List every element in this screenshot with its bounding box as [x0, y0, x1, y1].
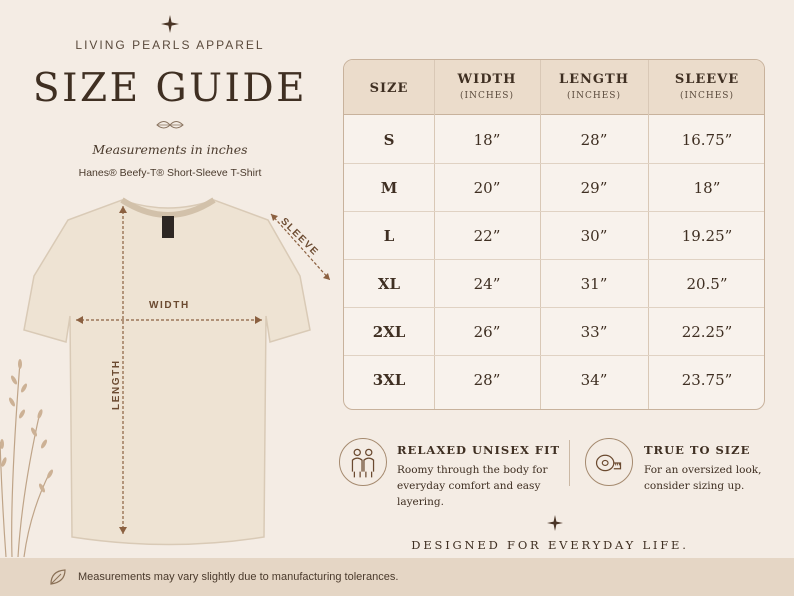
leaf-divider-icon [155, 118, 185, 132]
size-chart-table [343, 59, 765, 410]
length-cell: 31” [580, 275, 608, 293]
length-cell: 33” [580, 323, 608, 341]
footer-note: Measurements may vary slightly due to manufacturing tolerances. [78, 571, 399, 583]
true-to-size-line: For an oversized look, [644, 464, 762, 476]
header-sleeve [648, 60, 765, 115]
length-cell: 34” [580, 371, 608, 389]
length-cell: 28” [580, 131, 608, 149]
width-cell: 18” [473, 131, 501, 149]
length-cell: 30” [580, 227, 608, 245]
brand-name: LIVING PEARLS APPAREL [75, 38, 265, 52]
size-cell: L [383, 227, 395, 245]
header-width-unit: (INCHES) [460, 91, 514, 101]
header-width [434, 60, 540, 115]
table-row [344, 164, 764, 212]
fit-feature-title: RELAXED UNISEX FIT [397, 443, 561, 457]
size-cell: S [383, 131, 395, 149]
two-people-icon [339, 438, 387, 486]
sleeve-cell: 23.75” [681, 371, 733, 389]
sleeve-cell: 18” [693, 179, 721, 197]
measuring-tape-icon [585, 438, 633, 486]
table-header-row [344, 60, 764, 115]
page-title: SIZE GUIDE [32, 66, 308, 111]
size-cell: 2XL [372, 323, 406, 341]
size-cell: M [380, 179, 398, 197]
width-cell: 22” [473, 227, 501, 245]
sparkle-icon [160, 14, 180, 34]
width-cell: 26” [473, 323, 501, 341]
dried-grass-decoration [0, 362, 50, 557]
feature-divider [569, 440, 570, 486]
table-row [344, 260, 764, 308]
length-dimension-label: LENGTH [111, 359, 122, 410]
fit-feature-line: Roomy through the body for [397, 464, 548, 476]
t-shirt-illustration [0, 192, 345, 562]
true-to-size-title: TRUE TO SIZE [644, 443, 751, 457]
table-row [344, 116, 764, 164]
true-to-size-line: consider sizing up. [644, 480, 745, 492]
fit-feature-text [397, 462, 567, 510]
length-cell: 29” [580, 179, 608, 197]
header-sleeve-unit: (INCHES) [680, 91, 734, 101]
header-size-label: SIZE [369, 81, 409, 96]
sparkle-icon [546, 514, 564, 532]
sleeve-cell: 20.5” [686, 275, 728, 293]
header-length-label: LENGTH [559, 72, 629, 87]
width-cell: 28” [473, 371, 501, 389]
header-sleeve-label: SLEEVE [674, 72, 740, 87]
tagline: DESIGNED FOR EVERYDAY LIFE. [411, 538, 689, 552]
sleeve-cell: 22.25” [681, 323, 733, 341]
sleeve-cell: 19.25” [681, 227, 733, 245]
header-size [344, 60, 434, 115]
table-row [344, 212, 764, 260]
width-cell: 20” [473, 179, 501, 197]
true-to-size-text [644, 462, 784, 494]
fit-feature-line: everyday comfort and easy layering. [397, 480, 541, 508]
sleeve-dimension-label: SLEEVE [278, 216, 321, 259]
width-dimension-label: WIDTH [149, 300, 190, 311]
size-cell: 3XL [372, 371, 406, 389]
header-width-label: WIDTH [457, 72, 517, 87]
header-length [540, 60, 648, 115]
table-row [344, 356, 764, 404]
width-cell: 24” [473, 275, 501, 293]
size-cell: XL [377, 275, 401, 293]
measurement-note: Measurements in inches [92, 142, 248, 157]
sleeve-cell: 16.75” [681, 131, 733, 149]
header-length-unit: (INCHES) [567, 91, 621, 101]
product-name: Hanes® Beefy-T® Short-Sleeve T-Shirt [78, 167, 262, 179]
table-row [344, 308, 764, 356]
leaf-icon [47, 566, 69, 588]
